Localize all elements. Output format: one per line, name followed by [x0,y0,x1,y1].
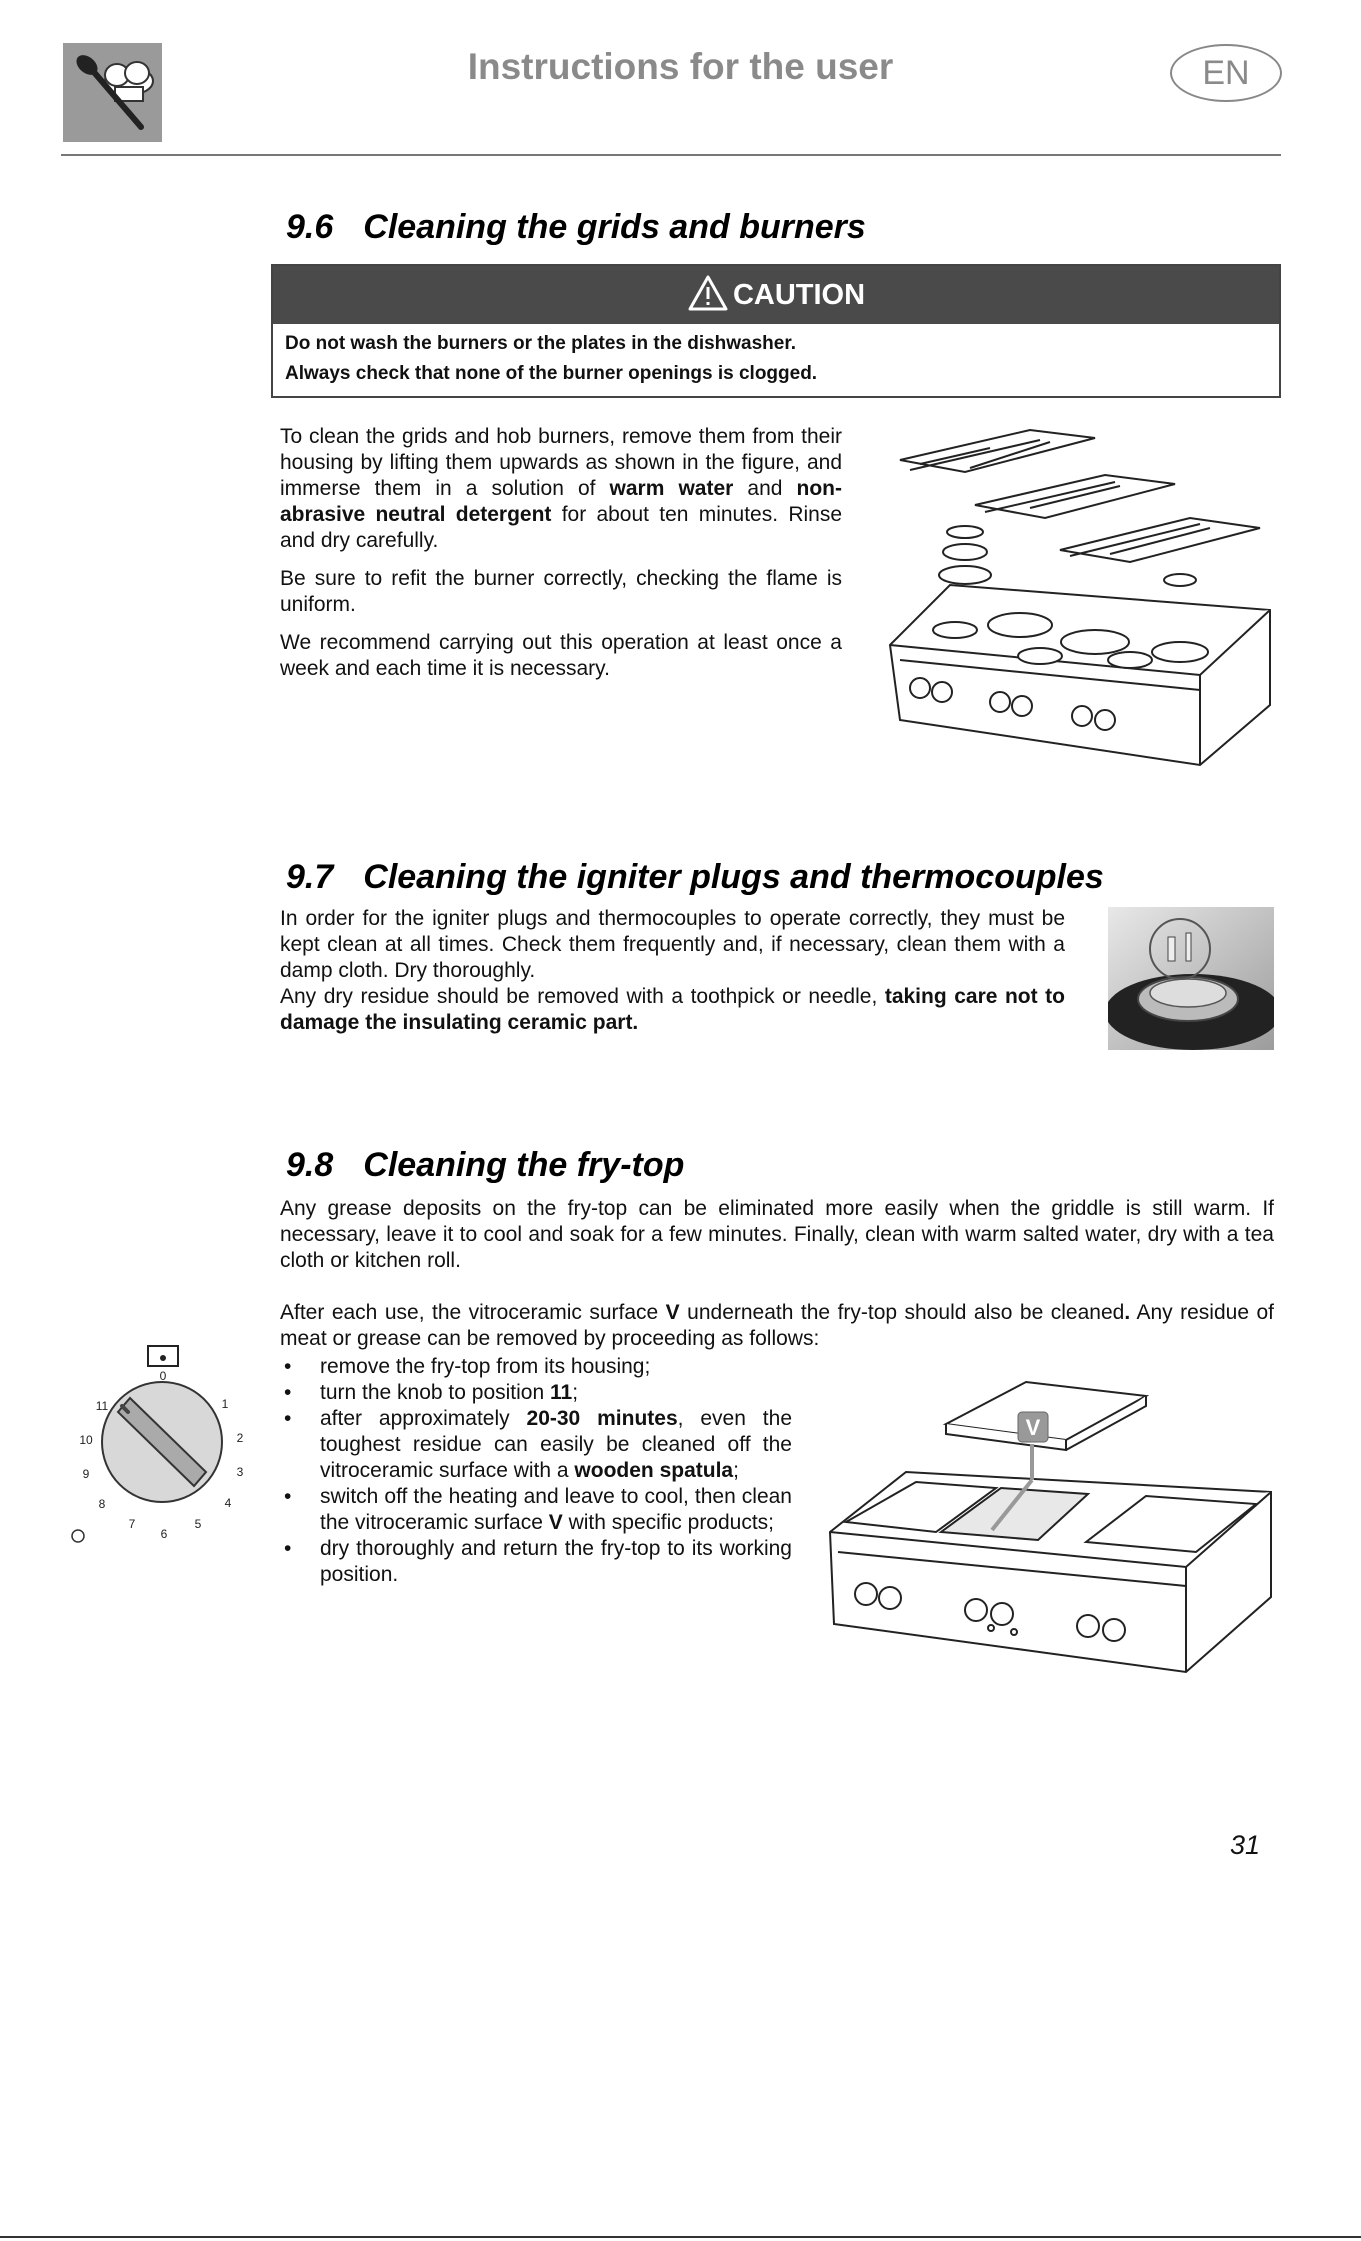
igniter-thermocouple-photo [1108,907,1274,1050]
bold-text: wooden spatula [574,1459,734,1482]
warning-triangle-icon [687,274,729,312]
bullet: • [284,1355,292,1378]
text: underneath the fry-top should also be cleaned [679,1301,1125,1324]
dial-label: 8 [98,1497,106,1511]
section-title-text: Cleaning the grids and burners [363,208,866,246]
section-title-text: Cleaning the fry-top [363,1146,685,1184]
bold-text: non-abrasive neutral detergent [280,477,842,526]
page-header-title: Instructions for the user [467,46,894,87]
section-number: 9.7 [286,858,334,896]
text: with specific products; [562,1511,775,1534]
knob-dial-illustration [60,1340,260,1550]
dial-label: 1 [221,1397,229,1411]
bold-text: V [665,1301,680,1324]
text: switch off the heating and leave to cool, then clean the vitroceramic surface [320,1485,792,1534]
section-number: 9.8 [286,1146,334,1184]
dial-label: 2 [236,1431,244,1445]
bold-text: . [1124,1301,1131,1324]
bold-text: warm water [609,477,734,500]
caution-box [271,264,1281,398]
list-item [280,1406,792,1484]
dial-label: 5 [194,1517,202,1531]
text: turn the knob to position [320,1381,550,1404]
section-9-7-title [286,858,1104,897]
bold-text: taking care not to damage the insulating ceramic part. [280,985,1065,1034]
power-lamp-icon [72,1530,84,1542]
dial-label: 10 [79,1433,93,1447]
bold-text: 20-30 minutes [526,1407,678,1430]
paragraph: We recommend carrying out this operation at least once a week and each time it is necessary. [280,631,842,680]
bold-text: V [548,1511,563,1534]
dial-label: 7 [128,1517,136,1531]
caution-line-2: Always check that none of the burner openings is clogged. [285,363,818,384]
section-9-6-title [286,208,866,247]
caution-label: CAUTION [732,279,866,311]
section-title-text: Cleaning the igniter plugs and thermocouples [363,858,1104,896]
paragraph: Be sure to refit the burner correctly, checking the flame is uniform. [280,567,842,616]
text: ; [572,1381,579,1404]
text: remove the fry-top from its housing; [320,1355,651,1378]
fry-top-cleaning-steps [280,1354,792,1588]
dial-label: 4 [224,1496,232,1510]
hob-grids-removal-illustration [880,420,1280,785]
caution-line-1: Do not wash the burners or the plates in the dishwasher. [285,333,796,354]
section-9-6-body [280,424,842,694]
list-item [280,1354,792,1380]
callout-v-label: V [1025,1415,1041,1440]
bullet: • [284,1537,292,1560]
text: for about ten minutes. Rinse and dry carefully. [280,503,843,552]
dial-label: 3 [236,1465,244,1479]
dial-label: 9 [82,1467,90,1481]
text: , even the toughest residue can easily be cleaned off the vitroceramic surface with a [320,1407,793,1482]
text: To clean the grids and hob burners, remove them from their housing by lifting them upwards as shown in the figure, and immerse them in a solution of [280,425,842,500]
section-9-8-body [280,1196,1274,1364]
dial-label: 0 [159,1369,167,1383]
list-item [280,1484,792,1536]
text: dry thoroughly and return the fry-top to its working position. [320,1537,792,1586]
text: and [733,477,797,500]
bullet: • [284,1381,292,1404]
section-9-8-title [286,1146,684,1185]
page-number: 31 [1230,1830,1261,1860]
text: ; [733,1459,739,1482]
list-item [280,1380,792,1406]
bottom-divider [0,2236,1361,2238]
language-badge: EN [1170,44,1282,102]
section-number: 9.6 [286,208,334,246]
text: Any residue of meat or grease can be removed by proceeding as follows: [280,1301,1274,1350]
text: After each use, the vitroceramic surface [280,1301,666,1324]
fry-top-hob-illustration [826,1372,1276,1682]
bullet: • [284,1407,292,1430]
section-9-7-body [280,906,1065,1036]
paragraph: In order for the igniter plugs and thermocouples to operate correctly, they must be kept clean at all times. Check them frequently and, if necessary, clean them with a damp cloth. Dry thoroughly. [280,907,1065,982]
text: after approximately [320,1407,527,1430]
paragraph [280,1300,1274,1352]
header-divider [61,154,1281,156]
bold-text: 11 [550,1381,573,1404]
dial-label: 6 [160,1527,168,1541]
paragraph: Any grease deposits on the fry-top can be eliminated more easily when the griddle is still warm. If necessary, leave it to cool and soak for a few minutes. Finally, clean with warm salted water, dry with a tea cloth or kitchen roll. [280,1197,1274,1272]
bullet: • [284,1485,292,1508]
paragraph [280,984,1065,1036]
dial-label: 11 [95,1399,109,1413]
paragraph [280,424,842,554]
list-item [280,1536,792,1588]
text: Any dry residue should be removed with a toothpick or needle, [280,985,885,1008]
caution-header [273,266,1279,324]
